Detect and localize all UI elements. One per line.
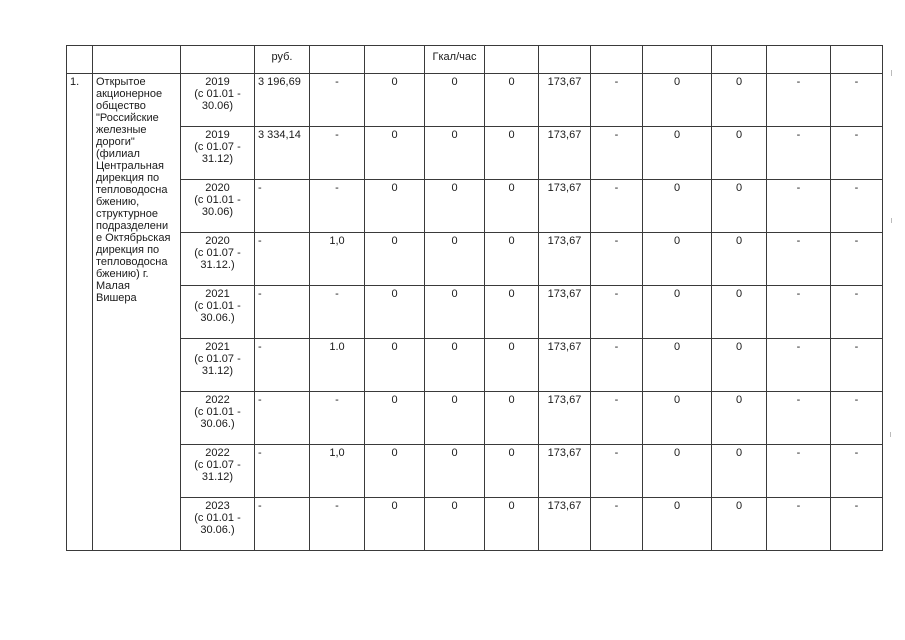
value-cell-col-12: 0: [712, 339, 767, 392]
period-year: 2019: [205, 129, 230, 141]
organization-name-line: бжению,: [96, 196, 140, 208]
value-cell-col-11: 0: [643, 392, 712, 445]
organization-name-line: тепловодосна: [96, 184, 168, 196]
period-range: (с 01.07 -: [194, 353, 241, 365]
value-cell-col-5: -: [310, 498, 365, 551]
value-cell-col-6: 0: [365, 498, 425, 551]
organization-name: [93, 74, 181, 551]
value-cell-col-5: -: [310, 74, 365, 127]
value-cell-col-13: -: [767, 498, 831, 551]
period-cell: [181, 339, 255, 392]
value-cell-col-9: 173,67: [539, 286, 591, 339]
period-cell: [181, 392, 255, 445]
value-cell-col-12: 0: [712, 445, 767, 498]
value-cell-col-12: 0: [712, 392, 767, 445]
header-cell: [643, 46, 712, 74]
header-cell: [485, 46, 539, 74]
value-cell-col-6: 0: [365, 445, 425, 498]
value-cell-col-5: -: [310, 392, 365, 445]
value-cell-col-7: 0: [425, 180, 485, 233]
period-cell: [181, 180, 255, 233]
value-cell-col-14: -: [831, 180, 883, 233]
value-cell-col-9: 173,67: [539, 339, 591, 392]
period-year: 2020: [205, 182, 230, 194]
value-cell-col-5: 1.0: [310, 339, 365, 392]
value-cell-col-12: 0: [712, 180, 767, 233]
header-cell: [93, 46, 181, 74]
value-cell-col-14: -: [831, 127, 883, 180]
value-cell-col-11: 0: [643, 127, 712, 180]
value-cell-col-8: 0: [485, 233, 539, 286]
period-end: 31.12): [201, 365, 234, 377]
value-cell-price: -: [255, 180, 310, 233]
value-cell-col-13: -: [767, 180, 831, 233]
value-cell-col-11: 0: [643, 445, 712, 498]
period-end: 30.06.): [200, 418, 235, 430]
value-cell-price: -: [255, 233, 310, 286]
header-cell: [365, 46, 425, 74]
period-end: 30.06.): [200, 312, 235, 324]
value-cell-col-13: -: [767, 233, 831, 286]
value-cell-col-6: 0: [365, 180, 425, 233]
organization-name-line: дирекция по: [96, 172, 160, 184]
period-range: (с 01.01 -: [194, 406, 241, 418]
value-cell-col-13: -: [767, 286, 831, 339]
value-cell-col-9: 173,67: [539, 233, 591, 286]
header-cell: [67, 46, 93, 74]
header-cell-rub: руб.: [255, 46, 310, 74]
organization-name-line: бжению) г.: [96, 268, 149, 280]
table-row: [67, 445, 883, 498]
period-end: 31.12): [201, 471, 234, 483]
period-end: 30.06.): [200, 524, 235, 536]
period-range: (с 01.07 -: [194, 141, 241, 153]
value-cell-col-13: -: [767, 74, 831, 127]
value-cell-col-7: 0: [425, 233, 485, 286]
organization-name-line: структурное: [96, 208, 158, 220]
period-end: 31.12): [201, 153, 234, 165]
period-year: 2020: [205, 235, 230, 247]
value-cell-col-13: -: [767, 127, 831, 180]
value-cell-col-12: 0: [712, 233, 767, 286]
value-cell-price: -: [255, 445, 310, 498]
table-row: [67, 498, 883, 551]
value-cell-price: -: [255, 286, 310, 339]
organization-name-line: тепловодосна: [96, 256, 168, 268]
scan-artifact: [891, 70, 892, 76]
value-cell-col-7: 0: [425, 339, 485, 392]
value-cell-col-7: 0: [425, 127, 485, 180]
organization-name-line: Открытое: [96, 76, 146, 88]
value-cell-col-5: 1,0: [310, 445, 365, 498]
value-cell-price: 3 334,14: [255, 127, 310, 180]
table-row: [67, 74, 883, 127]
period-range: (с 01.07 -: [194, 459, 241, 471]
table-row: [67, 339, 883, 392]
value-cell-col-11: 0: [643, 498, 712, 551]
value-cell-col-11: 0: [643, 286, 712, 339]
organization-name-line: "Российские: [96, 112, 159, 124]
value-cell-col-6: 0: [365, 339, 425, 392]
value-cell-col-8: 0: [485, 339, 539, 392]
value-cell-col-14: -: [831, 233, 883, 286]
period-cell: [181, 127, 255, 180]
value-cell-col-14: -: [831, 286, 883, 339]
period-end: 30.06): [201, 100, 234, 112]
period-cell: [181, 233, 255, 286]
value-cell-col-7: 0: [425, 445, 485, 498]
organization-name-line: (филиал: [96, 148, 140, 160]
table-row: [67, 180, 883, 233]
value-cell-col-13: -: [767, 445, 831, 498]
value-cell-col-11: 0: [643, 74, 712, 127]
table-row: [67, 233, 883, 286]
organization-name-line: Центральная: [96, 160, 164, 172]
value-cell-col-5: -: [310, 127, 365, 180]
period-year: 2022: [205, 394, 230, 406]
value-cell-col-9: 173,67: [539, 445, 591, 498]
period-cell: [181, 498, 255, 551]
value-cell-col-14: -: [831, 498, 883, 551]
organization-name-line: железные: [96, 124, 147, 136]
period-year: 2022: [205, 447, 230, 459]
value-cell-price: 3 196,69: [255, 74, 310, 127]
value-cell-col-14: -: [831, 74, 883, 127]
organization-name-line: акционерное: [96, 88, 163, 100]
value-cell-col-10: -: [591, 392, 643, 445]
value-cell-col-14: -: [831, 445, 883, 498]
period-end: 30.06): [201, 206, 234, 218]
table-row: [67, 392, 883, 445]
value-cell-col-8: 0: [485, 498, 539, 551]
header-cell-gcal: Гкал/час: [425, 46, 485, 74]
period-cell: [181, 445, 255, 498]
value-cell-col-9: 173,67: [539, 392, 591, 445]
period-range: (с 01.01 -: [194, 88, 241, 100]
value-cell-col-11: 0: [643, 339, 712, 392]
organization-name-line: Вишера: [96, 292, 137, 304]
value-cell-col-5: -: [310, 286, 365, 339]
organization-name-line: Малая: [96, 280, 130, 292]
value-cell-col-5: 1,0: [310, 233, 365, 286]
period-end: 31.12.): [200, 259, 235, 271]
value-cell-col-11: 0: [643, 233, 712, 286]
value-cell-col-8: 0: [485, 74, 539, 127]
value-cell-col-6: 0: [365, 286, 425, 339]
value-cell-col-6: 0: [365, 392, 425, 445]
value-cell-col-9: 173,67: [539, 498, 591, 551]
value-cell-col-9: 173,67: [539, 180, 591, 233]
value-cell-price: -: [255, 339, 310, 392]
organization-name-line: подразделени: [96, 220, 169, 232]
value-cell-col-11: 0: [643, 180, 712, 233]
value-cell-col-12: 0: [712, 74, 767, 127]
value-cell-col-13: -: [767, 392, 831, 445]
value-cell-price: -: [255, 392, 310, 445]
period-cell: [181, 74, 255, 127]
value-cell-col-14: -: [831, 339, 883, 392]
value-cell-col-8: 0: [485, 180, 539, 233]
header-cell: [591, 46, 643, 74]
header-cell: [310, 46, 365, 74]
period-year: 2021: [205, 288, 230, 300]
value-cell-col-10: -: [591, 74, 643, 127]
tariff-table: [66, 45, 883, 551]
organization-name-line: общество: [96, 100, 146, 112]
header-cell: [767, 46, 831, 74]
row-number: 1.: [67, 74, 93, 551]
period-cell: [181, 286, 255, 339]
value-cell-col-5: -: [310, 180, 365, 233]
value-cell-col-8: 0: [485, 392, 539, 445]
scan-artifact: [890, 432, 891, 437]
period-range: (с 01.07 -: [194, 247, 241, 259]
value-cell-col-10: -: [591, 286, 643, 339]
value-cell-col-12: 0: [712, 286, 767, 339]
value-cell-col-7: 0: [425, 74, 485, 127]
period-year: 2023: [205, 500, 230, 512]
period-range: (с 01.01 -: [194, 512, 241, 524]
value-cell-col-10: -: [591, 233, 643, 286]
value-cell-col-7: 0: [425, 498, 485, 551]
period-year: 2021: [205, 341, 230, 353]
value-cell-col-7: 0: [425, 286, 485, 339]
value-cell-col-6: 0: [365, 74, 425, 127]
value-cell-col-10: -: [591, 127, 643, 180]
scan-artifact: [891, 218, 892, 223]
organization-name-line: е Октябрьская: [96, 232, 171, 244]
period-range: (с 01.01 -: [194, 194, 241, 206]
value-cell-col-10: -: [591, 445, 643, 498]
value-cell-col-12: 0: [712, 127, 767, 180]
period-year: 2019: [205, 76, 230, 88]
value-cell-col-8: 0: [485, 127, 539, 180]
organization-name-line: дирекция по: [96, 244, 160, 256]
header-cell: [539, 46, 591, 74]
value-cell-price: -: [255, 498, 310, 551]
table-row: [67, 286, 883, 339]
value-cell-col-6: 0: [365, 127, 425, 180]
organization-name-line: дороги": [96, 136, 135, 148]
header-cell: [831, 46, 883, 74]
header-cell: [712, 46, 767, 74]
period-range: (с 01.01 -: [194, 300, 241, 312]
value-cell-col-13: -: [767, 339, 831, 392]
value-cell-col-8: 0: [485, 286, 539, 339]
value-cell-col-9: 173,67: [539, 127, 591, 180]
value-cell-col-6: 0: [365, 233, 425, 286]
value-cell-col-9: 173,67: [539, 74, 591, 127]
value-cell-col-7: 0: [425, 392, 485, 445]
table-body: [67, 46, 883, 551]
value-cell-col-12: 0: [712, 498, 767, 551]
header-cell: [181, 46, 255, 74]
value-cell-col-10: -: [591, 339, 643, 392]
value-cell-col-14: -: [831, 392, 883, 445]
table-row: [67, 127, 883, 180]
table-header-row: [67, 46, 883, 74]
value-cell-col-8: 0: [485, 445, 539, 498]
value-cell-col-10: -: [591, 180, 643, 233]
value-cell-col-10: -: [591, 498, 643, 551]
